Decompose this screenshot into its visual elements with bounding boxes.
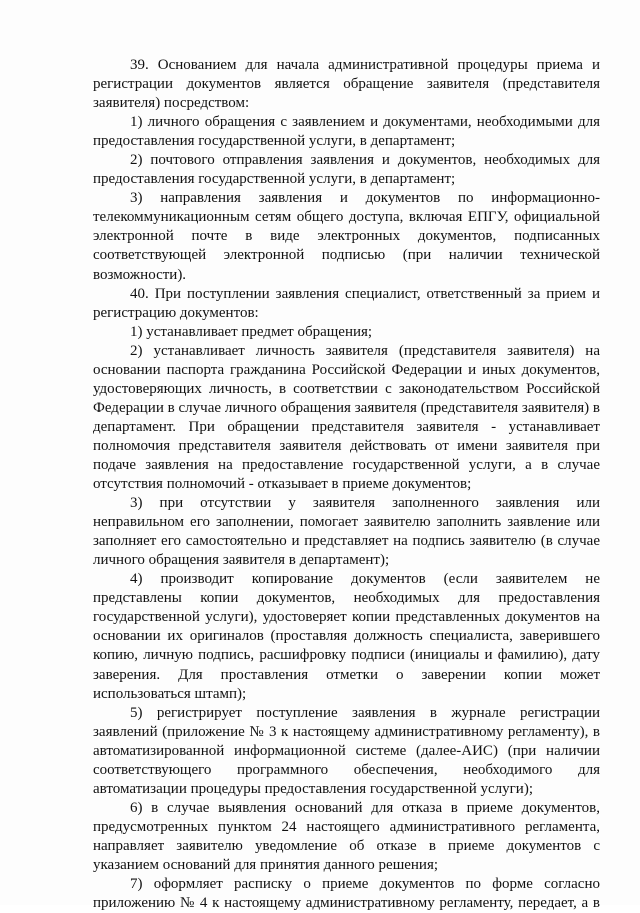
paragraph-39-item-1: 1) личного обращения с заявлением и документами, необходимыми для предоставления государственной услуги, в департамент; xyxy=(93,114,600,150)
paragraph-40-item-2: 2) устанавливает личность заявителя (представителя заявителя) на основании паспорта гражданина Российской Федерации и иных документов, удостоверяющих личность, в соответствии с законодательством Российской Федерации в случае личного обращения заявителя (представителя заявителя) в департамент. При обращении представителя заявителя - устанавливает полномочия представителя заявителя действовать от имени заявителя при подаче заявления на предоставление государственной услуги, а в случае отсутствия полномочий - отказывает в приеме документов; xyxy=(93,342,600,493)
paragraph-40: 40. При поступлении заявления специалист, ответственный за прием и регистрацию документов: xyxy=(93,285,600,321)
paragraph-40-item-6: 6) в случае выявления оснований для отказа в приеме документов, предусмотренных пунктом 24 настоящего административного регламента, направляет заявителю уведомление об отказе в приеме документов с указанием оснований для принятия данного решения; xyxy=(93,799,600,873)
paragraph-40-item-7: 7) оформляет расписку о приеме документов по форме согласно приложению № 4 к настоящему административному регламенту, передает, а в xyxy=(93,876,600,912)
paragraph-40-item-4: 4) производит копирование документов (если заявителем не представлены копии документов, необходимых для предоставления государственной услуги), удостоверяет копии представленных документов на основании их оригиналов (проставляя должность специалиста, заверившего копию, личную подпись, расшифровку подписи (инициалы и фамилию), дату заверения. Для проставления отметки о заверении копии может использоваться штамп); xyxy=(93,571,600,702)
paragraph-39-item-3: 3) направления заявления и документов по информационно-телекоммуникационным сетям общего доступа, включая ЕПГУ, официальной электронной почте в виде электронных документов, подписанных соответствующей электронной подписью (при наличии технической возможности). xyxy=(93,190,600,283)
paragraph-40-item-1: 1) устанавливает предмет обращения; xyxy=(130,323,373,340)
document-body xyxy=(93,56,600,913)
paragraph-40-item-3: 3) при отсутствии у заявителя заполненного заявления или неправильном его заполнении, помогает заявителю заполнить заявление или заполняет его самостоятельно и представляет на подпись заявителю (в случае личного обращения заявителя в департамент); xyxy=(93,495,600,569)
paragraph-39: 39. Основанием для начала административной процедуры приема и регистрации документов является обращение заявителя (представителя заявителя) посредством: xyxy=(93,57,600,112)
paragraph-39-item-2: 2) почтового отправления заявления и документов, необходимых для предоставления государственной услуги, в департамент; xyxy=(93,152,600,188)
paragraph-40-item-5: 5) регистрирует поступление заявления в журнале регистрации заявлений (приложение № 3 к настоящему административному регламенту), в автоматизированной информационной системе (далее-АИС) (при наличии соответствующего программного обеспечения, необходимого для автоматизации процедуры предоставления государственной услуги); xyxy=(93,704,600,797)
